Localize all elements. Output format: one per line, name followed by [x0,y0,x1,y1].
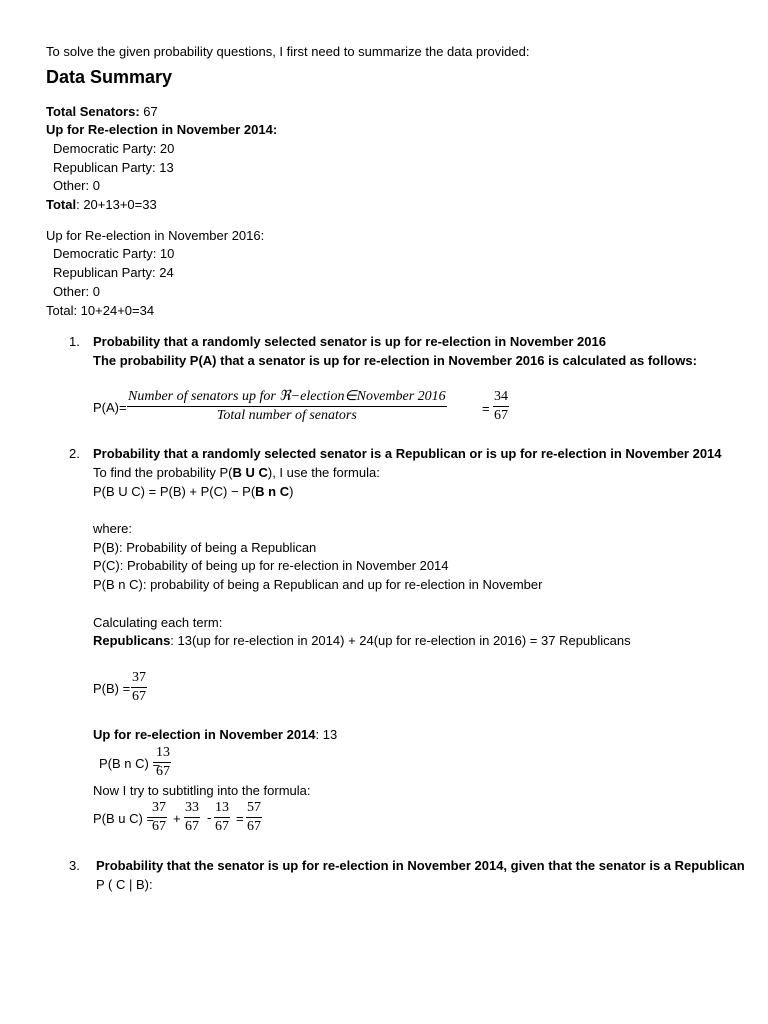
total-2016: Total: 10+24+0=34 [46,303,155,318]
up-2014-value: : 13 [315,727,338,742]
result-numerator: 57 [246,800,262,818]
result-denominator: 67 [247,819,261,834]
def-pbnc: P(B n C): probability of being a Republican and up for re-election in November [93,577,543,592]
rep-2014: Republican Party: 13 [53,160,174,175]
q2-intro-text: To find the probability P( [93,465,233,480]
pb-numerator: 37 [131,670,147,688]
total-senators-label: Total Senators: [46,104,140,119]
up-2014-label: Up for re-election in November 2014 [93,727,316,742]
pa-label: P(A)= [93,400,127,415]
q2-formula [93,484,293,500]
where-label: where: [93,521,133,536]
total-senators-line [46,104,158,120]
q1-number: 1. [69,334,80,349]
dem-2016: Democratic Party: 10 [53,246,175,261]
total-senators-value: 67 [139,104,158,119]
rep-2016: Republican Party: 24 [53,265,174,280]
q2-formula-bold: B n C [255,484,290,499]
pb-label: P(B) = [93,681,131,696]
pa-fraction-denominator: Total number of senators [216,408,357,423]
term3-fraction [214,800,230,835]
def-pc: P(C): Probability of being up for re-election in November 2014 [93,558,449,573]
term2-numerator: 33 [184,800,200,818]
q1-title: Probability that a randomly selected senator is up for re-election in November 2016 [93,334,606,349]
term2-denominator: 67 [185,819,199,834]
calc-label: Calculating each term: [93,615,223,630]
term3-denominator: 67 [215,819,229,834]
dem-2014: Democratic Party: 20 [53,141,175,156]
pa-fraction-numerator: Number of senators up for ℜ−election∈November 2016 [127,389,447,407]
pa-equals: = [482,401,490,416]
pb-denominator: 67 [132,689,146,704]
up-2014-line [93,727,337,743]
def-pb: P(B): Probability of being a Republican [93,540,317,555]
data-summary-heading: Data Summary [46,67,173,87]
pa-result-numerator: 34 [493,389,509,407]
term1-denominator: 67 [152,819,166,834]
republicans-line [93,633,631,649]
q3-expression: P ( C | B): [96,877,153,892]
intro-text: To solve the given probability questions, I first need to summarize the data provided: [46,44,530,59]
pa-result-denominator: 67 [494,408,508,423]
term1-numerator: 37 [151,800,167,818]
result-fraction [246,800,262,835]
term2-fraction [184,800,200,835]
up-2014-heading: Up for Re-election in November 2014: [46,122,278,137]
q2-formula-end: ) [289,484,294,499]
q2-intro-end: ), I use the formula: [267,465,380,480]
pbnc-denominator: 67 [156,764,170,779]
total-2014-value: : 20+13+0=33 [76,197,157,212]
q3-number: 3. [69,858,80,873]
equals-sign: = [236,811,244,826]
republicans-text: : 13(up for re-election in 2014) + 24(up for re-election in 2016) = 37 Republicans [170,633,631,648]
pa-fraction [127,389,447,424]
other-2014: Other: 0 [53,178,100,193]
minus-sign: - [207,810,212,825]
q2-formula-text: P(B U C) = P(B) + P(C) − P( [93,484,256,499]
republicans-label: Republicans [93,633,171,648]
total-2014-label: Total [46,197,77,212]
q2-intro-bold: B U C [232,465,268,480]
substitution-text: Now I try to subtitling into the formula: [93,783,311,798]
q1-subtitle: The probability P(A) that a senator is up for re-election in November 2016 is calculated as follows: [93,353,697,368]
other-2016: Other: 0 [53,284,100,299]
total-2014-line [46,197,157,213]
term3-numerator: 13 [214,800,230,818]
term1-fraction [151,800,167,835]
pa-result [493,389,509,424]
pbnc-fraction [155,745,171,780]
pb-fraction [131,670,147,705]
plus-sign: + [173,811,181,826]
q2-title: Probability that a randomly selected senator is a Republican or is up for re-election in November 2014 [93,446,722,461]
pbnc-label: P(B n C) = [99,756,161,771]
q2-intro [93,465,380,481]
pbnc-numerator: 13 [155,745,171,763]
q2-number: 2. [69,446,80,461]
pbuc-label: P(B u C) = [93,811,155,826]
q3-title: Probability that the senator is up for re-election in November 2014, given that the senator is a Republican [96,858,745,873]
up-2016-heading: Up for Re-election in November 2016: [46,228,265,243]
